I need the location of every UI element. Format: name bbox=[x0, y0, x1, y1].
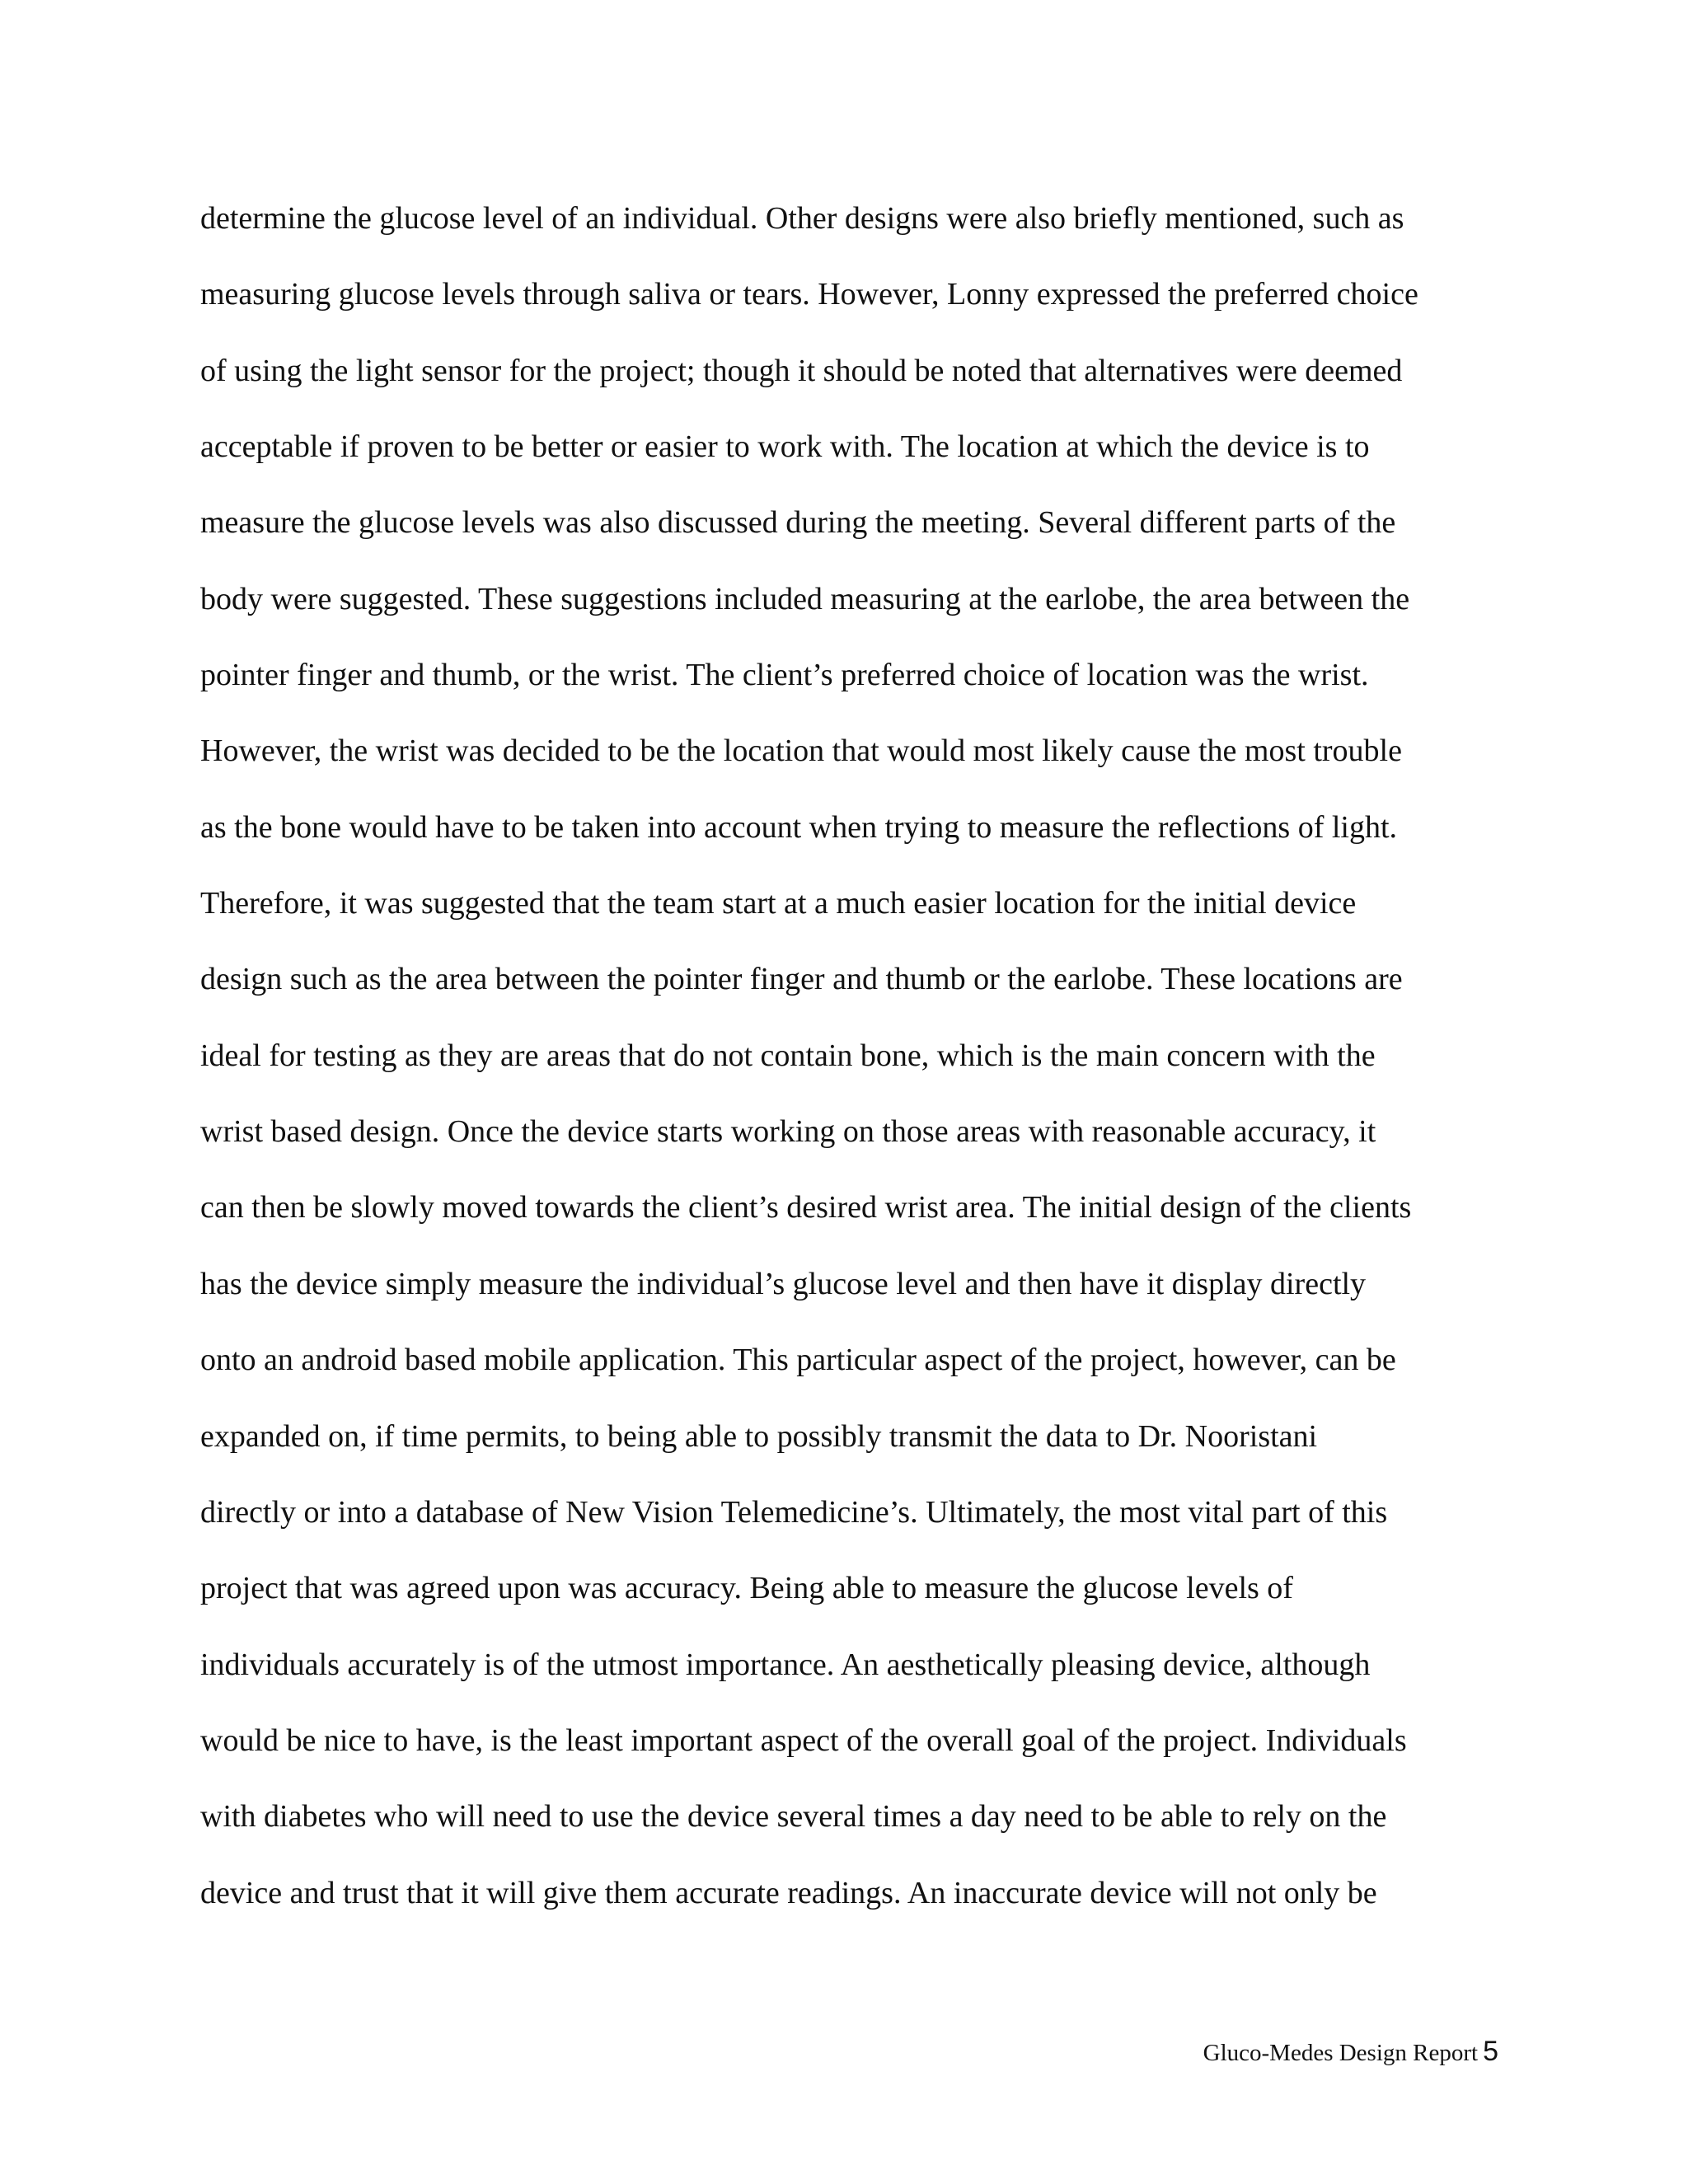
text-line: project that was agreed upon was accuracy. Being able to measure the glucose levels of bbox=[200, 1571, 1293, 1606]
text-line: with diabetes who will need to use the device several times a day need to be able to rely on the bbox=[200, 1799, 1387, 1835]
text-line: pointer finger and thumb, or the wrist. The client’s preferred choice of location was the wrist. bbox=[200, 658, 1369, 693]
text-line: can then be slowly moved towards the client’s desired wrist area. The initial design of the clients bbox=[200, 1190, 1412, 1226]
text-line: wrist based design. Once the device starts working on those areas with reasonable accuracy, it bbox=[200, 1114, 1376, 1150]
text-line: has the device simply measure the individual’s glucose level and then have it display directly bbox=[200, 1266, 1367, 1301]
text-line: expanded on, if time permits, to being able to possibly transmit the data to Dr. Nooristani bbox=[200, 1418, 1318, 1454]
text-line: However, the wrist was decided to be the location that would most likely cause the most trouble bbox=[200, 733, 1402, 769]
text-line: measuring glucose levels through saliva or tears. However, Lonny expressed the preferred choice bbox=[200, 277, 1418, 312]
text-line: measure the glucose levels was also discussed during the meeting. Several different parts of the bbox=[200, 505, 1396, 541]
text-line: body were suggested. These suggestions included measuring at the earlobe, the area between the bbox=[200, 581, 1410, 616]
text-line: directly or into a database of New Vision Telemedicine’s. Ultimately, the most vital part of this bbox=[200, 1494, 1388, 1530]
page-footer bbox=[1203, 2036, 1498, 2068]
text-line: design such as the area between the pointer finger and thumb or the earlobe. These locations are bbox=[200, 962, 1403, 997]
text-line: individuals accurately is of the utmost importance. An aesthetically pleasing device, although bbox=[200, 1647, 1371, 1682]
text-line: Therefore, it was suggested that the team start at a much easier location for the initial device bbox=[200, 886, 1357, 921]
text-line: acceptable if proven to be better or easier to work with. The location at which the device is to bbox=[200, 429, 1370, 465]
text-line: of using the light sensor for the project; though it should be noted that alternatives were deemed bbox=[200, 353, 1403, 388]
page-number: 5 bbox=[1483, 2036, 1498, 2067]
text-line: onto an android based mobile application. This particular aspect of the project, however, can be bbox=[200, 1343, 1396, 1378]
text-line: determine the glucose level of an individual. Other designs were also briefly mentioned, such as bbox=[200, 201, 1404, 236]
text-line: would be nice to have, is the least important aspect of the overall goal of the project. Individuals bbox=[200, 1722, 1407, 1758]
text-line: ideal for testing as they are areas that do not contain bone, which is the main concern with the bbox=[200, 1038, 1376, 1073]
footer-title: Gluco-Medes Design Report bbox=[1203, 2040, 1479, 2066]
text-line: device and trust that it will give them accurate readings. An inaccurate device will not only be bbox=[200, 1875, 1377, 1910]
body-paragraph bbox=[200, 196, 1503, 1947]
text-line: as the bone would have to be taken into account when trying to measure the reflections of light. bbox=[200, 809, 1398, 845]
